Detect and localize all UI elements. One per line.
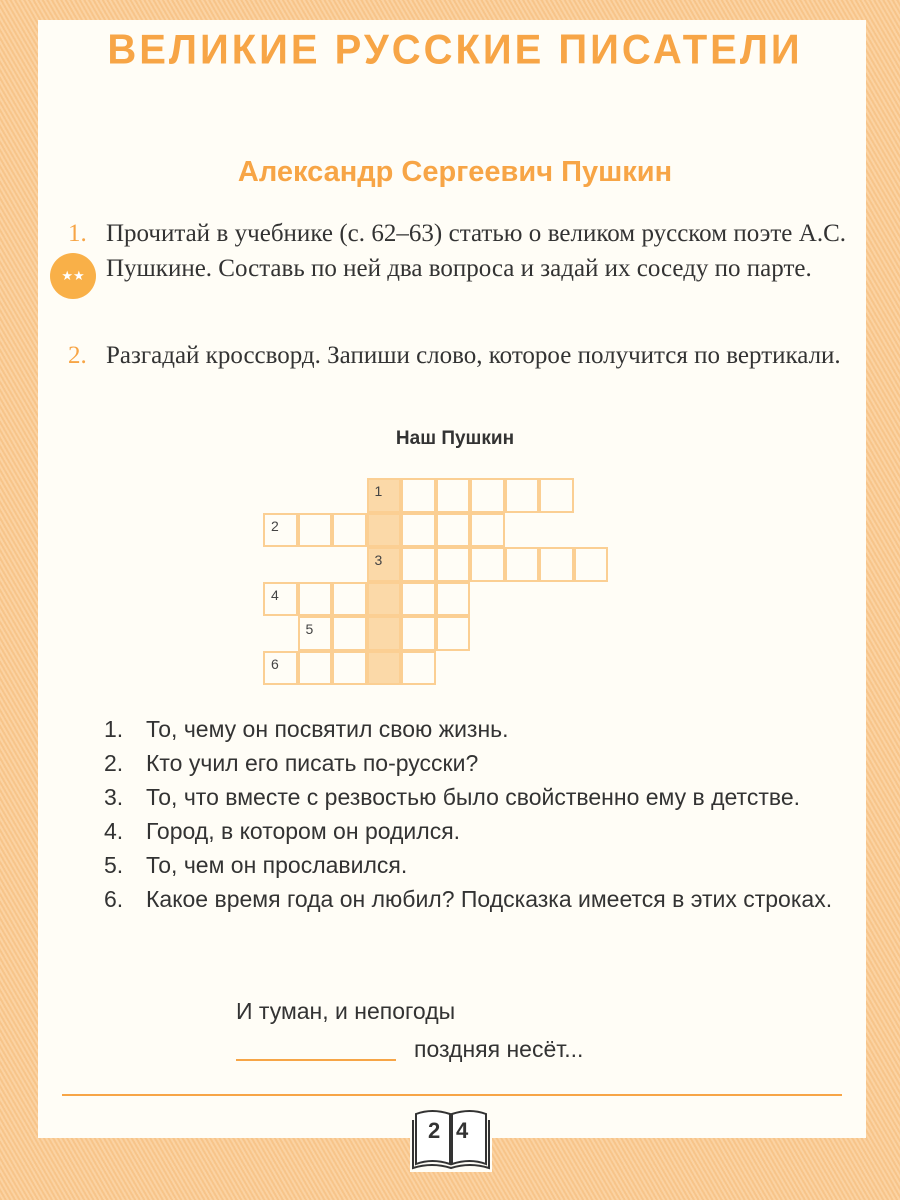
crossword-key-cell[interactable] [367, 513, 402, 548]
crossword-cell[interactable] [298, 651, 333, 686]
crossword-cell[interactable] [332, 616, 367, 651]
task-1 [68, 216, 848, 326]
crossword-cell[interactable] [436, 513, 471, 548]
poem-line-2-text: поздняя несёт... [414, 1036, 584, 1062]
crossword-cell[interactable] [401, 478, 436, 513]
crossword-clue-number: 2 [271, 517, 279, 534]
clue-item [104, 814, 844, 848]
page-number-digit-1: 2 [428, 1118, 441, 1143]
crossword-cell[interactable] [436, 616, 471, 651]
crossword-cell[interactable] [298, 513, 333, 548]
crossword-cell[interactable] [263, 513, 298, 548]
clue-item [104, 848, 844, 882]
task-number: 1. [68, 220, 87, 247]
clue-list [104, 712, 844, 916]
crossword-cell[interactable] [436, 478, 471, 513]
poem-line-1: И туман, и непогоды [236, 998, 456, 1024]
crossword-cell[interactable] [470, 547, 505, 582]
crossword-clue-number: 5 [305, 621, 314, 637]
task-text: Разгадай кроссворд. Запиши слово, которое получится по вертикали. [106, 342, 841, 369]
clue-number: 4. [104, 818, 124, 844]
crossword-cell[interactable] [401, 651, 436, 686]
clue-text: То, чему он посвятил свою жизнь. [146, 716, 509, 742]
open-book-icon [410, 1106, 492, 1172]
poem-hint [236, 992, 583, 1068]
two-stars-icon: ★★ [50, 253, 96, 299]
answer-blank[interactable] [236, 1059, 396, 1061]
crossword-cell[interactable] [436, 547, 471, 582]
clue-number: 5. [104, 852, 124, 878]
crossword-cell[interactable] [401, 547, 436, 582]
crossword-cell[interactable] [263, 651, 298, 686]
clue-item [104, 746, 844, 780]
crossword-key-cell[interactable] [367, 616, 402, 651]
clue-number: 6. [104, 886, 124, 912]
clue-item [104, 712, 844, 746]
crossword-clue-number: 4 [271, 586, 279, 603]
clue-text: Город, в котором он родился. [146, 818, 461, 844]
crossword-cell[interactable] [332, 582, 367, 617]
task-text: Прочитай в учебнике (с. 62–63) статью о великом русском поэте А.С. Пушкине. Составь по ней два вопроса и задай их соседу по парте. [106, 220, 846, 282]
crossword-cell[interactable] [332, 651, 367, 686]
page-number-digit-2: 4 [456, 1118, 469, 1143]
crossword-cell[interactable] [539, 478, 574, 513]
crossword-key-cell[interactable] [367, 547, 402, 582]
clue-text: То, чем он прославился. [146, 852, 408, 878]
crossword-cell[interactable] [401, 616, 436, 651]
crossword-clue-number: 6 [271, 655, 279, 672]
crossword-cell[interactable] [298, 582, 333, 617]
crossword-cell[interactable] [505, 478, 540, 513]
task-number: 2. [68, 342, 87, 369]
clue-text: То, что вместе с резвостью было свойственно ему в детстве. [146, 784, 801, 810]
task-2 [68, 338, 848, 418]
crossword-cell[interactable] [401, 513, 436, 548]
crossword-cell[interactable] [401, 582, 436, 617]
crossword-key-cell[interactable] [367, 582, 402, 617]
crossword-cell[interactable] [436, 582, 471, 617]
crossword-cell[interactable] [470, 513, 505, 548]
crossword-title: Наш Пушкин [395, 428, 515, 449]
clue-item [104, 780, 844, 814]
clue-text: Какое время года он любил? Подсказка имеется в этих строках. [146, 886, 833, 912]
clue-text: Кто учил его писать по-русски? [146, 750, 479, 776]
clue-number: 3. [104, 784, 124, 810]
section-title: ВЕЛИКИЕ РУССКИЕ ПИСАТЕЛИ [107, 26, 803, 74]
crossword-key-cell[interactable] [367, 651, 402, 686]
crossword-clue-number: 3 [374, 552, 383, 568]
clue-item [104, 882, 844, 916]
crossword-cell[interactable] [539, 547, 574, 582]
footer-divider [62, 1094, 842, 1096]
crossword-key-cell[interactable] [367, 478, 402, 513]
crossword-cell[interactable] [505, 547, 540, 582]
crossword-cell[interactable] [470, 478, 505, 513]
crossword-cell[interactable] [298, 616, 333, 651]
crossword-cell[interactable] [263, 582, 298, 617]
crossword-cell[interactable] [332, 513, 367, 548]
clue-number: 1. [104, 716, 124, 742]
crossword-cell[interactable] [574, 547, 609, 582]
lesson-title: Александр Сергеевич Пушкин [237, 156, 673, 188]
clue-number: 2. [104, 750, 124, 776]
poem-line-2 [236, 1030, 583, 1068]
crossword-clue-number: 1 [374, 483, 383, 499]
